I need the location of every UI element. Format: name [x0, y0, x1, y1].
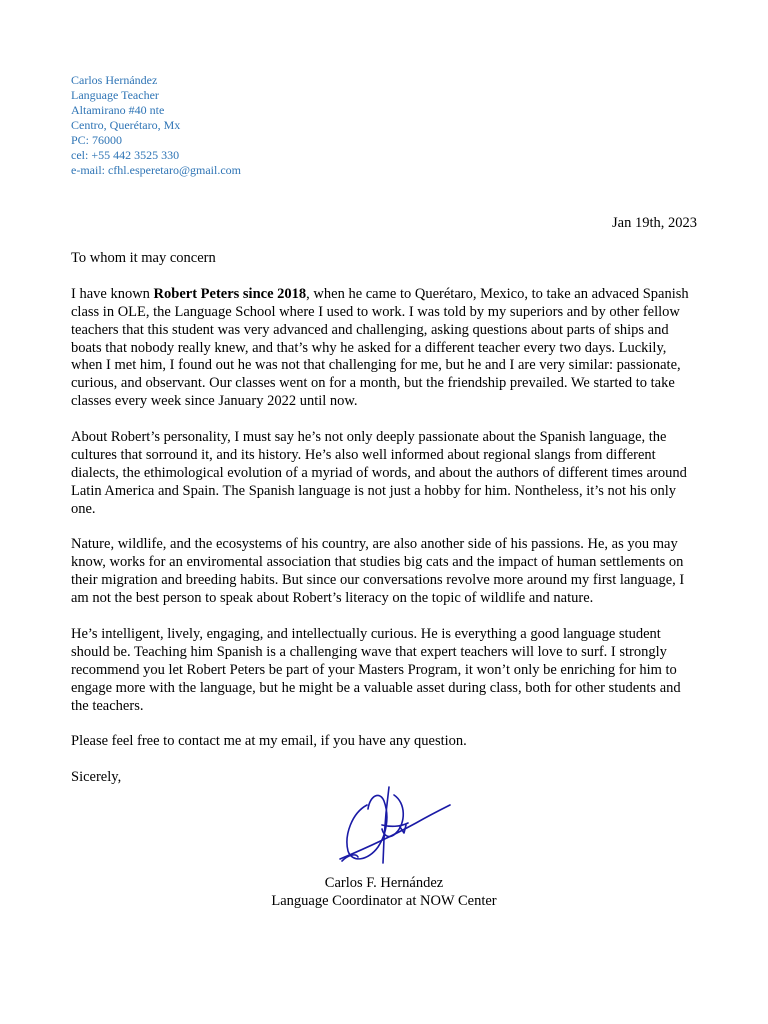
closing: Sicerely, — [71, 769, 122, 786]
paragraph-personality: About Robert’s personality, I must say he’s not only deeply passionate about the Spanish language, the cultures that sorround it, and its history. He’s also well informed about regional slangs from different dialects, the ethimological evolution of a myriad of words, and about the authors of different times around Latin America and Spain. The Spanish language is not just a hobby for him. Nontheless, it’s not his only one. — [71, 429, 687, 517]
paragraph-nature: Nature, wildlife, and the ecosystems of his country, are also another side of his passions. He, as you may know, works for an enviromental association that studies big cats and the impact of human settlements on their migration and breeding habits. But since our conversations revolve more around my first language, I am not the best person to speak about Robert’s literacy on the topic of wildlife and nature. — [71, 536, 685, 607]
sender-phone: cel: +55 442 3525 330 — [71, 148, 180, 162]
salutation: To whom it may concern — [71, 250, 216, 266]
signer-role: Language Coordinator at NOW Center — [271, 893, 497, 909]
handwritten-signature — [334, 783, 454, 869]
sender-title: Language Teacher — [71, 88, 159, 102]
paragraph-intro-rest: , when he came to Querétaro, Mexico, to take an advaced Spanish class in OLE, the Language School where I used to work. I was told by my superiors and by other fellow teachers that this student was very advanced and challenging, asking questions about parts of ships and boats that nobody really knew, and that’s why he asked for a different teacher every two days. Luckily, when I met him, I found out he was not that challenging for me, but he and I are very similar: passionate, curious, and observant. Our classes went on for a month, but the friendship prevailed. We started to take classes every week since January 2022 until now. — [71, 285, 689, 410]
letter-date: Jan 19th, 2023 — [612, 215, 697, 231]
sender-address-block — [71, 73, 241, 178]
sender-street: Altamirano #40 nte — [71, 103, 165, 117]
paragraph-intro — [71, 286, 701, 411]
sender-email: e-mail: cfhl.esperetaro@gmail.com — [71, 163, 241, 177]
sender-postal-code: PC: 76000 — [71, 133, 123, 147]
paragraph-intro-lead: I have known — [71, 285, 154, 302]
letter-body — [71, 250, 701, 805]
paragraph-contact: Please feel free to contact me at my email, if you have any question. — [71, 733, 467, 750]
sender-city: Centro, Querétaro, Mx — [71, 118, 181, 132]
signer-block — [0, 874, 768, 910]
signer-name: Carlos F. Hernández — [324, 875, 444, 891]
paragraph-intro-bold: Robert Peters since 2018 — [153, 285, 307, 302]
sender-name: Carlos Hernández — [71, 73, 158, 87]
paragraph-recommendation: He’s intelligent, lively, engaging, and intellectually curious. He is everything a good language student should be. Teaching him Spanish is a challenging wave that expert teachers will love to surf. I strongly recommend you let Robert Peters be part of your Masters Program, it won’t only be enriching for him to engage more with the language, but he might be a valuable asset during class, both for other students and the teachers. — [71, 625, 681, 714]
